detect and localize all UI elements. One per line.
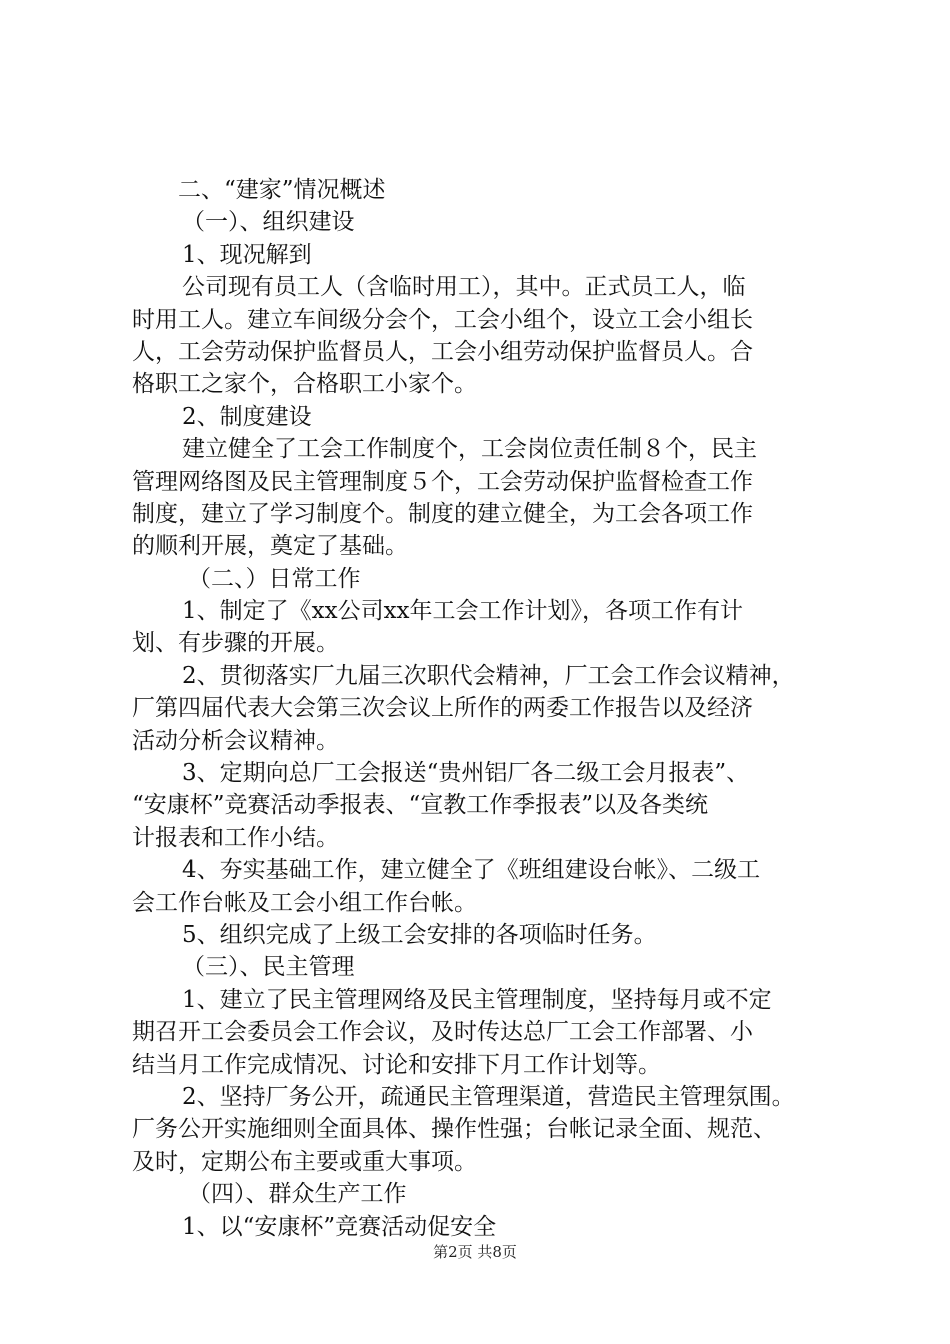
document-body bbox=[132, 174, 844, 1243]
text-line: 2、制度建设 bbox=[182, 403, 312, 430]
text-line: 及时，定期公布主要或重大事项。 bbox=[132, 1148, 477, 1175]
text-line: 人，工会劳动保护监督员人，工会小组劳动保护监督员人。合 bbox=[132, 338, 753, 365]
text-line: （一）、组织建设 bbox=[182, 209, 355, 236]
text-line: 活动分析会议精神。 bbox=[132, 727, 339, 754]
text-line: （三）、民主管理 bbox=[182, 954, 355, 981]
text-line: 格职工之家个，合格职工小家个。 bbox=[132, 371, 477, 398]
text-line: 计报表和工作小结。 bbox=[132, 824, 339, 851]
text-line: “安康杯”竞赛活动季报表、“宣教工作季报表”以及各类统 bbox=[132, 792, 709, 819]
text-line: 制度，建立了学习制度个。制度的建立健全，为工会各项工作 bbox=[132, 500, 753, 527]
text-line: 1、现况解到 bbox=[182, 241, 312, 268]
text-line: 的顺利开展，奠定了基础。 bbox=[132, 533, 408, 560]
text-line: 4、夯实基础工作，建立健全了《班组建设台帐》、二级工 bbox=[182, 857, 761, 884]
text-line: 二、“建家”情况概述 bbox=[178, 177, 386, 203]
text-line: 会工作台帐及工会小组工作台帐。 bbox=[132, 889, 477, 916]
text-line: 2、贯彻落实厂九届三次职代会精神，厂工会工作会议精神， bbox=[182, 662, 795, 689]
text-line: 期召开工会委员会工作会议，及时传达总厂工会工作部署、小 bbox=[132, 1019, 753, 1046]
text-line: 1、建立了民主管理网络及民主管理制度，坚持每月或不定 bbox=[182, 986, 772, 1013]
text-line: 1、制定了《xx公司xx年工会工作计划》，各项工作有计 bbox=[182, 598, 744, 625]
text-line: 建立健全了工会工作制度个，工会岗位责任制８个，民主 bbox=[182, 436, 757, 463]
page-footer: 第2页 共8页 bbox=[433, 1243, 517, 1261]
text-line: 管理网络图及民主管理制度５个，工会劳动保护监督检查工作 bbox=[132, 468, 753, 495]
text-line: 时用工人。建立车间级分会个，工会小组个，设立工会小组长 bbox=[132, 306, 753, 333]
text-line: 2、坚持厂务公开，疏通民主管理渠道，营造民主管理氛围。 bbox=[182, 1083, 795, 1110]
text-line: 5、组织完成了上级工会安排的各项临时任务。 bbox=[182, 921, 657, 948]
text-line: 厂第四届代表大会第三次会议上所作的两委工作报告以及经济 bbox=[132, 695, 753, 722]
text-line: （二、）日常工作 bbox=[188, 565, 361, 592]
text-line: 公司现有员工人（含临时用工），其中。正式员工人，临 bbox=[182, 274, 746, 301]
text-line: 3、定期向总厂工会报送“贵州铝厂各二级工会月报表”、 bbox=[182, 760, 750, 787]
text-line: 划、有步骤的开展。 bbox=[132, 630, 339, 657]
text-line: 1、以“安康杯”竞赛活动促安全 bbox=[182, 1213, 497, 1240]
text-line: （四）、群众生产工作 bbox=[188, 1181, 407, 1208]
text-line: 结当月工作完成情况、讨论和安排下月工作计划等。 bbox=[132, 1051, 661, 1078]
text-line: 厂务公开实施细则全面具体、操作性强；台帐记录全面、规范、 bbox=[132, 1116, 776, 1143]
